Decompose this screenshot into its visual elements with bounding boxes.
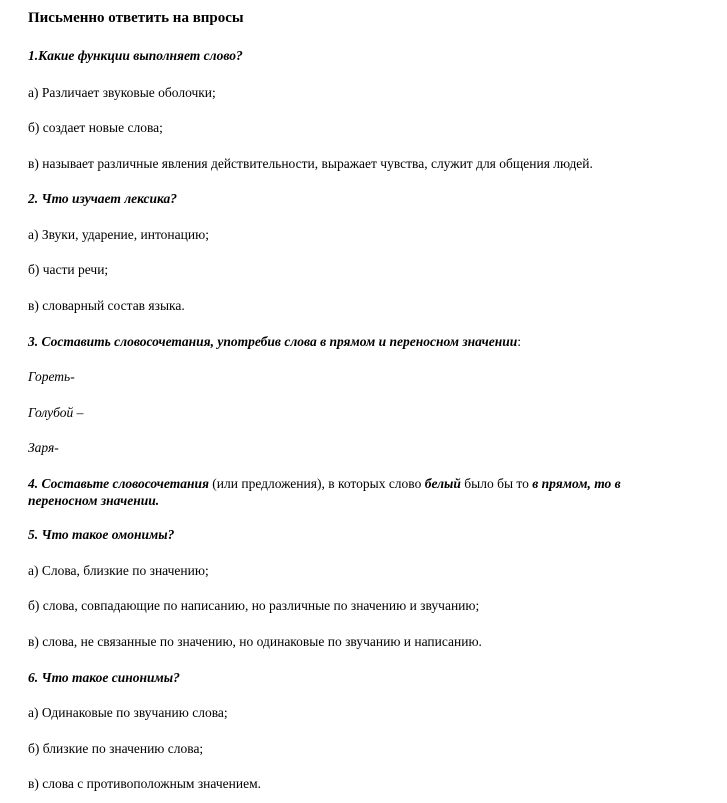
question-5: 5. Что такое омонимы? [28, 527, 175, 542]
q2-option-b: б) части речи; [28, 262, 109, 277]
q3-word-3: Заря- [28, 440, 59, 455]
q4-part-4: было бы то [460, 476, 533, 491]
q6-option-b: б) близкие по значению слова; [28, 741, 204, 756]
q1-option-b: б) создает новые слова; [28, 120, 163, 135]
q3-word-2: Голубой – [28, 405, 84, 420]
q2-option-a: а) Звуки, ударение, интонацию; [28, 227, 209, 242]
q1-option-c: в) называет различные явления действительности, выражает чувства, служит для общения людей. [28, 156, 593, 171]
q5-option-a: а) Слова, близкие по значению; [28, 563, 209, 578]
q2-option-c: в) словарный состав языка. [28, 298, 185, 313]
q3-word-1: Гореть- [28, 369, 75, 384]
question-3 [28, 333, 708, 350]
q4-part-3: белый [424, 476, 461, 491]
document-title: Письменно ответить на впросы [28, 10, 244, 26]
q4-part-1: 4. Составьте словосочетания [28, 476, 209, 491]
question-6: 6. Что такое синонимы? [28, 670, 180, 685]
q4-part-5: в прямом, то в переносном значении. [28, 476, 621, 508]
question-3-colon: : [517, 334, 522, 349]
q1-option-a: а) Различает звуковые оболочки; [28, 85, 216, 100]
question-4 [28, 475, 692, 509]
question-2: 2. Что изучает лексика? [28, 191, 178, 206]
question-3-text: 3. Составить словосочетания, употребив слова в прямом и переносном значении [28, 334, 518, 349]
q5-option-c: в) слова, не связанные по значению, но одинаковые по звучанию и написанию. [28, 634, 482, 649]
question-1: 1.Какие функции выполняет слово? [28, 48, 243, 63]
q6-option-a: а) Одинаковые по звучанию слова; [28, 705, 228, 720]
q4-part-2: (или предложения), в которых слово [208, 476, 425, 491]
q5-option-b: б) слова, совпадающие по написанию, но различные по значению и звучанию; [28, 598, 480, 613]
q6-option-c: в) слова с противоположным значением. [28, 776, 261, 791]
